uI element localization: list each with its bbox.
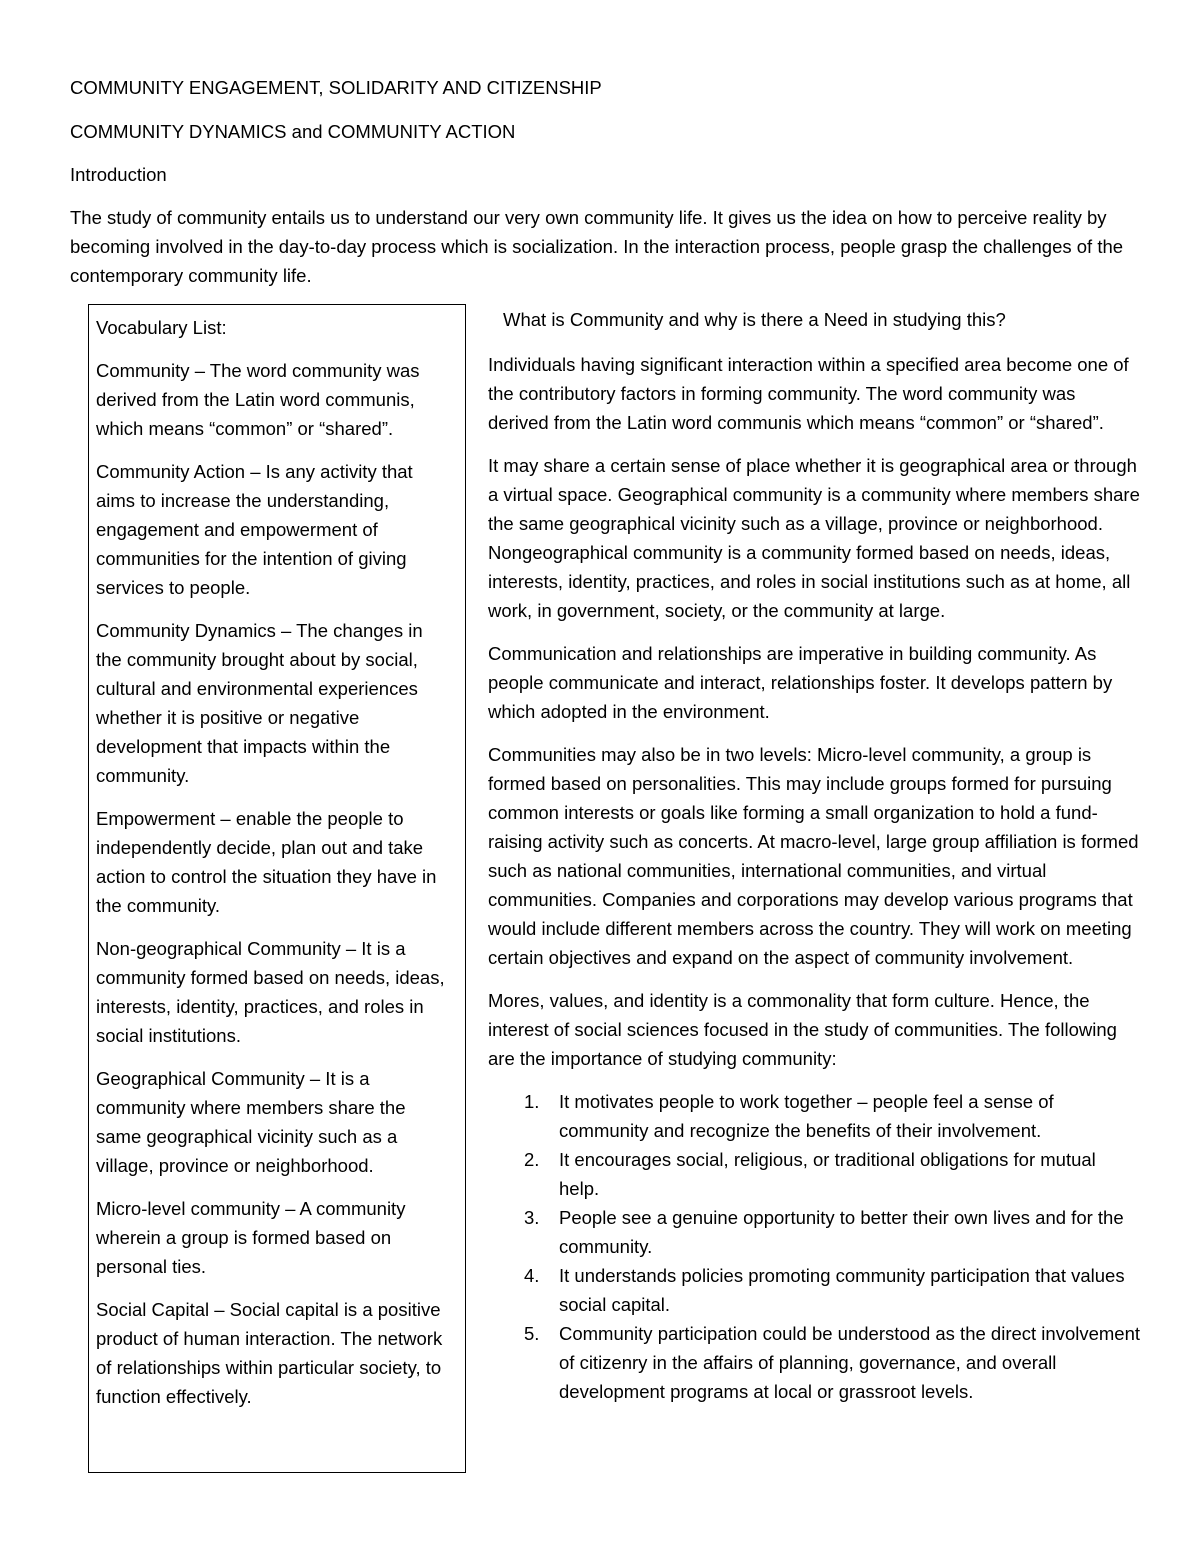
list-item <box>488 1203 1140 1261</box>
vocab-entry-non-geographical-community: Non-geographical Community – It is a community formed based on needs, ideas, interests, identity, practices, and roles in social institutions. <box>96 938 445 1046</box>
importance-list <box>488 1087 1140 1406</box>
body-paragraph: Individuals having significant interaction within a specified area become one of the contributory factors in forming community. The word community was derived from the Latin word communis which means “common” or “shared”. <box>488 354 1129 433</box>
list-item-number: 5. <box>524 1323 540 1344</box>
list-item-number: 1. <box>524 1091 540 1112</box>
list-item-text: It motivates people to work together – people feel a sense of community and recognize the benefits of their involvement. <box>559 1091 1054 1141</box>
main-column <box>488 305 1140 1406</box>
body-paragraph: Communities may also be in two levels: Micro-level community, a group is formed based on personalities. This may include groups formed for pursuing common interests or goals like forming a small organization to hold a fund-raising activity such as concerts. At macro-level, large group affiliation is formed such as national communities, international communities, and virtual communities. Companies and corporations may develop various programs that would include different members across the country. They will work on meeting certain objectives and expand on the aspect of community involvement. <box>488 744 1139 968</box>
vocab-entry-geographical-community: Geographical Community – It is a community where members share the same geographical vicinity such as a village, province or neighborhood. <box>96 1068 406 1176</box>
list-item-text: People see a genuine opportunity to better their own lives and for the community. <box>559 1207 1124 1257</box>
list-item <box>488 1145 1140 1203</box>
vocab-entry-community-action: Community Action – Is any activity that aims to increase the understanding, engagement and empowerment of communities for the intention of giving services to people. <box>96 461 413 598</box>
list-item <box>488 1319 1140 1406</box>
vocabulary-title: Vocabulary List: <box>96 317 227 338</box>
list-item-text: Community participation could be understood as the direct involvement of citizenry in the affairs of planning, governance, and overall development programs at local or grassroot levels. <box>559 1323 1141 1402</box>
intro-paragraph: The study of community entails us to understand our very own community life. It gives us the idea on how to perceive reality by becoming involved in the day-to-day process which is socialization. In the interaction process, people grasp the challenges of the contemporary community life. <box>70 207 1124 286</box>
vocab-entry-community: Community – The word community was derived from the Latin word communis, which means “common” or “shared”. <box>96 360 420 439</box>
body-paragraph: Mores, values, and identity is a commonality that form culture. Hence, the interest of social sciences focused in the study of communities. The following are the importance of studying community: <box>488 990 1117 1069</box>
vocab-entry-social-capital: Social Capital – Social capital is a positive product of human interaction. The network of relationships within particular society, to function effectively. <box>96 1299 443 1407</box>
list-item-text: It encourages social, religious, or traditional obligations for mutual help. <box>559 1149 1096 1199</box>
list-item-number: 4. <box>524 1265 540 1286</box>
list-item <box>488 1261 1140 1319</box>
list-item <box>488 1087 1140 1145</box>
list-item-number: 3. <box>524 1207 540 1228</box>
list-item-text: It understands policies promoting community participation that values social capital. <box>559 1265 1125 1315</box>
body-paragraph: It may share a certain sense of place whether it is geographical area or through a virtual space. Geographical community is a community where members share the same geographical vicinity such as a village, province or neighborhood. Nongeographical community is a community formed based on needs, ideas, interests, identity, practices, and roles in social institutions such as at home, all work, in government, society, or the community at large. <box>488 455 1140 621</box>
list-item-number: 2. <box>524 1149 540 1170</box>
vocab-entry-community-dynamics: Community Dynamics – The changes in the community brought about by social, cultural and environmental experiences whether it is positive or negative development that impacts within the community. <box>96 620 423 786</box>
section-question-heading: What is Community and why is there a Need in studying this? <box>503 309 1006 330</box>
vocab-entry-micro-level-community: Micro-level community – A community wherein a group is formed based on personal ties. <box>96 1198 406 1277</box>
lesson-title: COMMUNITY DYNAMICS and COMMUNITY ACTION <box>70 121 516 142</box>
vocab-entry-empowerment: Empowerment – enable the people to independently decide, plan out and take action to control the situation they have in the community. <box>96 808 437 916</box>
course-title: COMMUNITY ENGAGEMENT, SOLIDARITY AND CITIZENSHIP <box>70 77 602 98</box>
body-paragraph: Communication and relationships are imperative in building community. As people communicate and interact, relationships foster. It develops pattern by which adopted in the environment. <box>488 643 1113 722</box>
vocabulary-box <box>88 304 466 1473</box>
section-label: Introduction <box>70 164 167 185</box>
